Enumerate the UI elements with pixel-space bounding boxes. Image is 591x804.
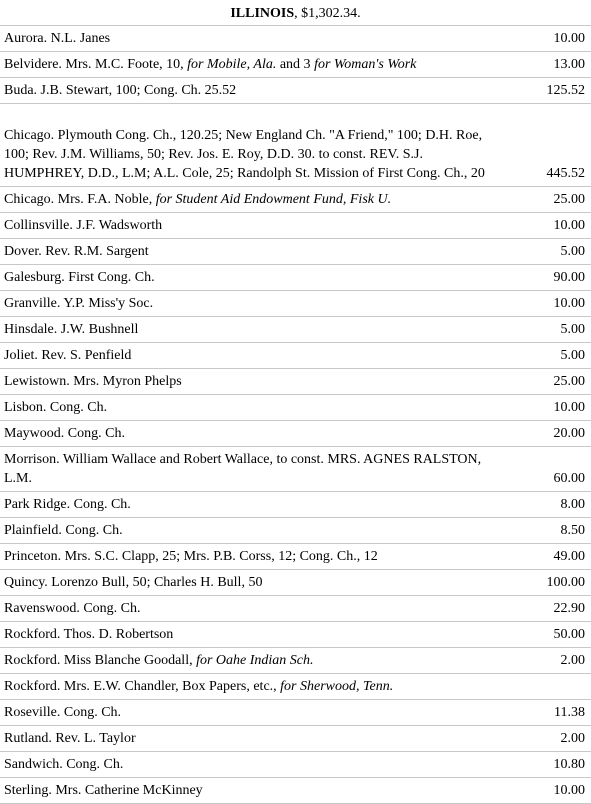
designation-text: for Mobile, Ala.: [187, 57, 277, 72]
donor-text: Maywood. Cong. Ch.: [4, 426, 125, 441]
donor-text: Belvidere. Mrs. M.C. Foote, 10,: [4, 57, 188, 72]
donation-description: [0, 213, 507, 239]
donation-row: [0, 674, 591, 700]
donation-description: [0, 674, 507, 700]
donation-amount: 10.00: [507, 395, 591, 421]
state-name: ILLINOIS: [230, 6, 295, 21]
donor-text: Quincy. Lorenzo Bull, 50; Charles H. Bull, 50: [4, 575, 263, 590]
donor-text: Sandwich. Cong. Ch.: [4, 757, 124, 772]
donor-text: Rockford. Thos. D. Robertson: [4, 627, 174, 642]
donation-amount: 50.00: [507, 622, 591, 648]
donor-text: Rutland. Rev. L. Taylor: [4, 731, 136, 746]
donation-description: [0, 648, 507, 674]
donation-row: [0, 52, 591, 78]
donation-amount: 10.00: [507, 291, 591, 317]
donation-amount: 125.52: [507, 78, 591, 104]
designation-text: for Woman's Work: [314, 57, 417, 72]
donation-amount: 13.00: [507, 52, 591, 78]
donation-row: [0, 570, 591, 596]
donor-text: Buda. J.B. Stewart, 100; Cong. Ch. 25.52: [4, 83, 237, 98]
donation-row: [0, 213, 591, 239]
donor-text: Rockford. Mrs. E.W. Chandler, Box Papers, etc.,: [4, 679, 281, 694]
donation-amount: 25.00: [507, 369, 591, 395]
donation-amount: 8.50: [507, 518, 591, 544]
donations-table: [0, 26, 591, 804]
donation-amount: 60.00: [507, 447, 591, 492]
donation-amount: 10.00: [507, 26, 591, 52]
donation-amount: [507, 674, 591, 700]
donor-text: Hinsdale. J.W. Bushnell: [4, 322, 139, 337]
donor-text: Lewistown. Mrs. Myron Phelps: [4, 374, 182, 389]
donor-text: Chicago. Plymouth Cong. Ch., 120.25; New England Ch. "A Friend," 100; D.H. Roe, 100; Rev. J.M. Williams, 50; Rev. Jos. E. Roy, D.D. 30. to const. REV. S.J. HUMPHREY, D.D., L.M; A.L. Cole, 25; Randolph St. Mission of First Cong. Ch., 20: [4, 128, 485, 181]
donation-row: [0, 78, 591, 104]
donation-amount: 8.00: [507, 492, 591, 518]
donor-text: and 3: [276, 57, 315, 72]
donor-text: Morrison. William Wallace and Robert Wallace, to const. MRS. AGNES RALSTON, L.M.: [4, 452, 482, 486]
section-header: [0, 0, 591, 26]
donation-row: [0, 343, 591, 369]
state-total: , $1,302.34.: [294, 6, 361, 21]
donation-amount: 25.00: [507, 187, 591, 213]
donation-row: [0, 187, 591, 213]
donation-row: [0, 492, 591, 518]
donation-description: [0, 447, 507, 492]
donation-description: [0, 570, 507, 596]
donation-description: [0, 343, 507, 369]
donation-description: [0, 778, 507, 804]
donation-amount: 100.00: [507, 570, 591, 596]
donation-description: [0, 518, 507, 544]
donation-row: [0, 395, 591, 421]
donation-description: [0, 596, 507, 622]
donation-description: [0, 104, 507, 187]
donation-description: [0, 369, 507, 395]
donation-row: [0, 752, 591, 778]
donation-description: [0, 265, 507, 291]
donation-amount: 10.00: [507, 213, 591, 239]
donor-text: Rockford. Miss Blanche Goodall,: [4, 653, 197, 668]
donation-amount: 2.00: [507, 648, 591, 674]
donation-description: [0, 291, 507, 317]
donation-description: [0, 700, 507, 726]
donation-row: [0, 317, 591, 343]
donation-row: [0, 26, 591, 52]
donor-text: Roseville. Cong. Ch.: [4, 705, 122, 720]
donation-description: [0, 421, 507, 447]
donation-row: [0, 447, 591, 492]
donation-amount: 5.00: [507, 317, 591, 343]
donation-row: [0, 265, 591, 291]
donation-amount: 22.90: [507, 596, 591, 622]
donation-amount: 5.00: [507, 239, 591, 265]
donation-row: [0, 369, 591, 395]
donor-text: Lisbon. Cong. Ch.: [4, 400, 108, 415]
donation-description: [0, 544, 507, 570]
donor-text: Ravenswood. Cong. Ch.: [4, 601, 141, 616]
donation-amount: 20.00: [507, 421, 591, 447]
donation-row: [0, 518, 591, 544]
donation-amount: 5.00: [507, 343, 591, 369]
donor-text: Joliet. Rev. S. Penfield: [4, 348, 132, 363]
donation-amount: 49.00: [507, 544, 591, 570]
donation-description: [0, 622, 507, 648]
donor-text: Granville. Y.P. Miss'y Soc.: [4, 296, 154, 311]
designation-text: for Sherwood, Tenn.: [280, 679, 394, 694]
donor-text: Princeton. Mrs. S.C. Clapp, 25; Mrs. P.B. Corss, 12; Cong. Ch., 12: [4, 549, 378, 564]
donor-text: Chicago. Mrs. F.A. Noble,: [4, 192, 156, 207]
donation-description: [0, 395, 507, 421]
donation-amount: 90.00: [507, 265, 591, 291]
donor-text: Aurora. N.L. Janes: [4, 31, 111, 46]
donation-description: [0, 187, 507, 213]
donor-text: Collinsville. J.F. Wadsworth: [4, 218, 163, 233]
donation-row: [0, 778, 591, 804]
donation-row: [0, 239, 591, 265]
donation-row: [0, 622, 591, 648]
donation-amount: 10.80: [507, 752, 591, 778]
donation-description: [0, 726, 507, 752]
donation-description: [0, 317, 507, 343]
donation-description: [0, 26, 507, 52]
donor-text: Sterling. Mrs. Catherine McKinney: [4, 783, 203, 798]
donor-text: Dover. Rev. R.M. Sargent: [4, 244, 149, 259]
donation-amount: 10.00: [507, 778, 591, 804]
donor-text: Plainfield. Cong. Ch.: [4, 523, 123, 538]
donation-row: [0, 726, 591, 752]
donation-description: [0, 492, 507, 518]
donation-row: [0, 291, 591, 317]
donation-amount: 11.38: [507, 700, 591, 726]
donation-row: [0, 544, 591, 570]
donation-row: [0, 596, 591, 622]
donation-amount: 445.52: [507, 104, 591, 187]
donation-row: [0, 700, 591, 726]
donation-row: [0, 648, 591, 674]
donation-description: [0, 52, 507, 78]
donation-description: [0, 78, 507, 104]
donation-amount: 2.00: [507, 726, 591, 752]
donation-description: [0, 752, 507, 778]
donation-description: [0, 239, 507, 265]
donor-text: Galesburg. First Cong. Ch.: [4, 270, 155, 285]
designation-text: for Oahe Indian Sch.: [196, 653, 314, 668]
donation-row: [0, 104, 591, 187]
donor-text: Park Ridge. Cong. Ch.: [4, 497, 131, 512]
donation-row: [0, 421, 591, 447]
designation-text: for Student Aid Endowment Fund, Fisk U.: [155, 192, 392, 207]
